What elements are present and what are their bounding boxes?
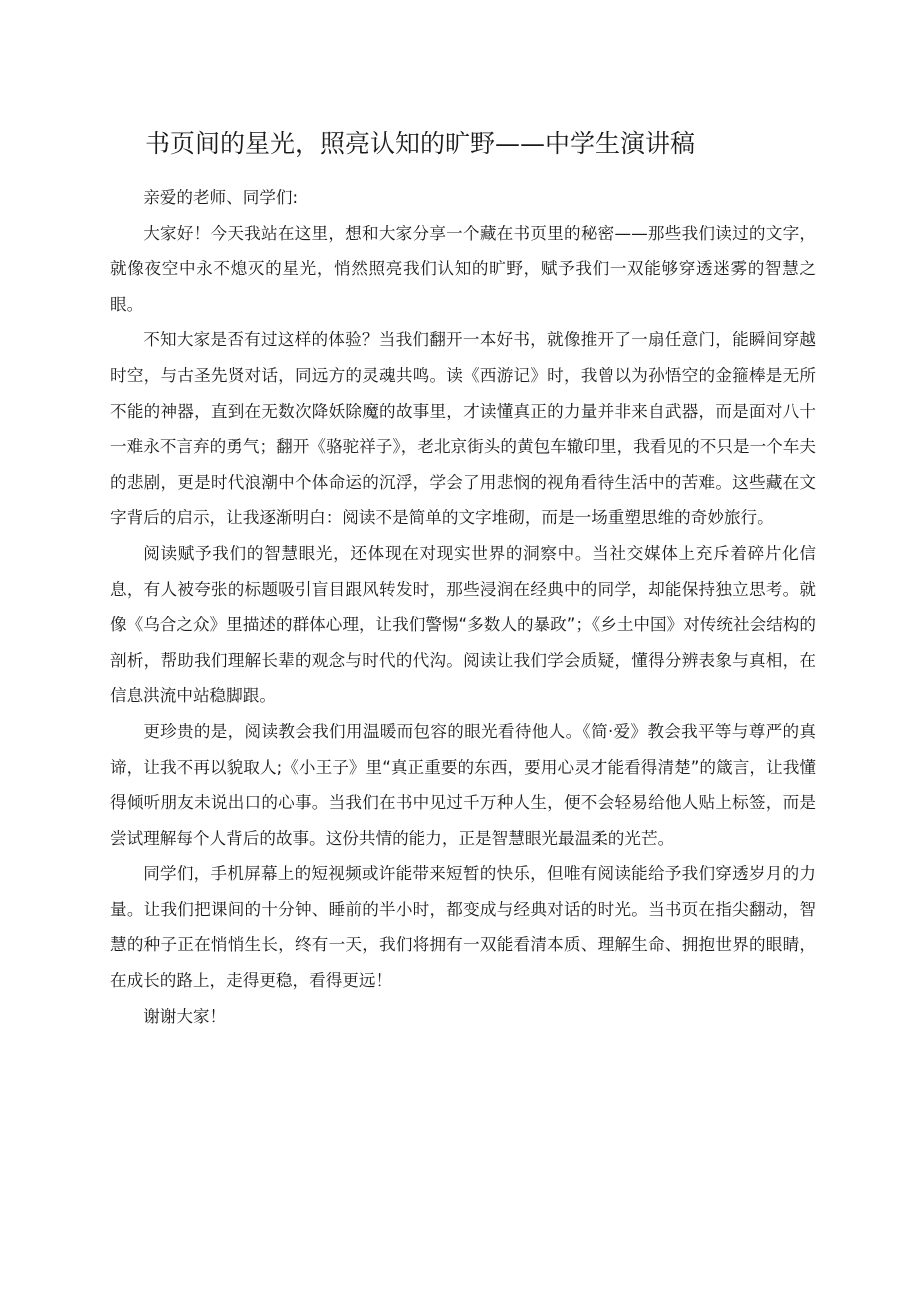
closing: 谢谢大家！ bbox=[143, 1006, 227, 1026]
paragraph-insight: 阅读赋予我们的智慧眼光，还体现在对现实世界的洞察中。当社交媒体上充斥着碎片化信息，有人被夸张的标题吸引盲目跟风转发时，那些浸润在经典中的同学，却能保持独立思考。就像《乌合之众》里描述的群体心理，让我们警惕“多数人的暴政”；《乡土中国》对传统社会结构的剖析，帮助我们理解长辈的观念与时代的代沟。阅读让我们学会质疑，懂得分辨表象与真相，在信息洪流中站稳脚跟。 bbox=[110, 543, 816, 706]
paragraph-call-to-action: 同学们，手机屏幕上的短视频或许能带来短暂的快乐，但唯有阅读能给予我们穿透岁月的力量。让我们把课间的十分钟、睡前的半小时，都变成与经典对话的时光。当书页在指尖翻动，智慧的种子正在悄悄生长，终有一天，我们将拥有一双能看清本质、理解生命、拥抱世界的眼睛，在成长的路上，走得更稳，看得更远！ bbox=[110, 864, 816, 991]
document-body bbox=[110, 180, 816, 1034]
paragraph-greeting: 大家好！今天我站在这里，想和大家分享一个藏在书页里的秘密——那些我们读过的文字，就像夜空中永不熄灭的星光，悄然照亮我们认知的旷野，赋予我们一双能够穿透迷雾的智慧之眼。 bbox=[110, 223, 816, 314]
document-title: 书页间的星光，照亮认知的旷野——中学生演讲稿 bbox=[145, 129, 696, 158]
paragraph-empathy: 更珍贵的是，阅读教会我们用温暖而包容的眼光看待他人。《简·爱》教会我平等与尊严的真谛，让我不再以貌取人;《小王子》里“真正重要的东西，要用心灵才能看得清楚”的箴言，让我懂得倾听朋友未说出口的心事。当我们在书中见过千万种人生，便不会轻易给他人贴上标签，而是尝试理解每个人背后的故事。这份共情的能力，正是智慧眼光最温柔的光芒。 bbox=[110, 721, 816, 848]
paragraph-reading-experience: 不知大家是否有过这样的体验？当我们翻开一本好书，就像推开了一扇任意门，能瞬间穿越时空，与古圣先贤对话，同远方的灵魂共鸣。读《西游记》时，我曾以为孙悟空的金箍棒是无所不能的神器，直到在无数次降妖除魔的故事里，才读懂真正的力量并非来自武器，而是面对八十一难永不言弃的勇气；翻开《骆驼祥子》，老北京街头的黄包车辙印里，我看见的不只是一个车夫的悲剧，更是时代浪潮中个体命运的沉浮，学会了用悲悯的视角看待生活中的苦难。这些藏在文字背后的启示，让我逐渐明白：阅读不是简单的文字堆砌，而是一场重塑思维的奇妙旅行。 bbox=[110, 330, 816, 528]
salutation: 亲爱的老师、同学们: bbox=[143, 188, 299, 207]
